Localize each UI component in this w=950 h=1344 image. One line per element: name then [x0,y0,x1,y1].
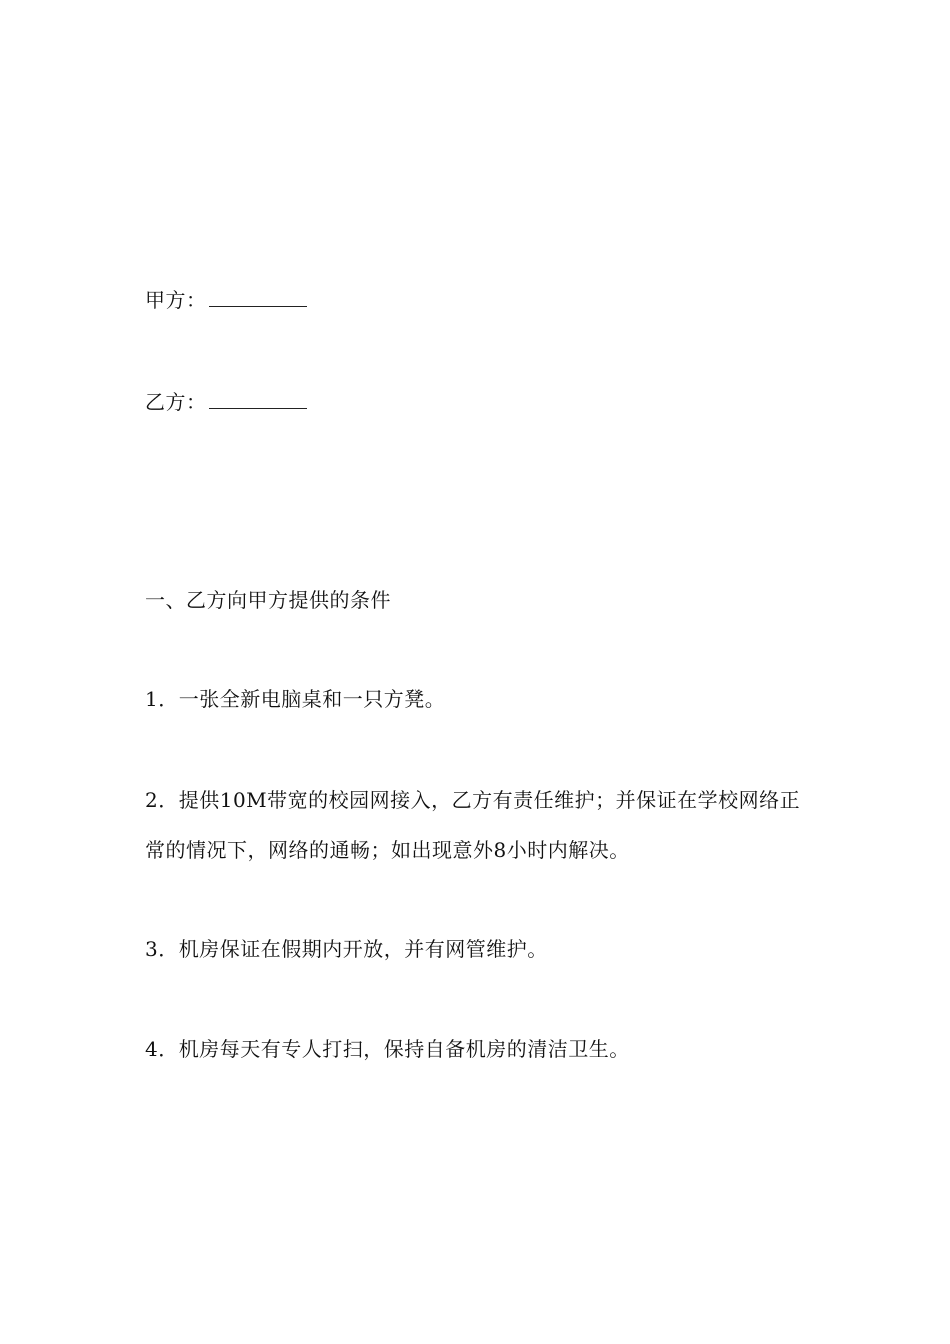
party-b-line [145,390,307,414]
list-item-1: 1．一张全新电脑桌和一只方凳。 [145,687,446,711]
party-a-line [145,288,307,312]
list-item-4: 4．机房每天有专人打扫，保持自备机房的清洁卫生。 [145,1037,630,1061]
party-b-label: 乙方： [145,390,207,414]
party-a-label: 甲方： [145,288,207,312]
section-heading: 一、乙方向甲方提供的条件 [145,588,391,612]
party-b-blank [209,394,307,409]
list-item-2: 2．提供10M带宽的校园网接入，乙方有责任维护；并保证在学校网络正常的情况下，网络的通畅；如出现意外8小时内解决。 [145,788,801,862]
list-item-3: 3．机房保证在假期内开放，并有网管维护。 [145,937,548,961]
party-a-blank [209,292,307,307]
